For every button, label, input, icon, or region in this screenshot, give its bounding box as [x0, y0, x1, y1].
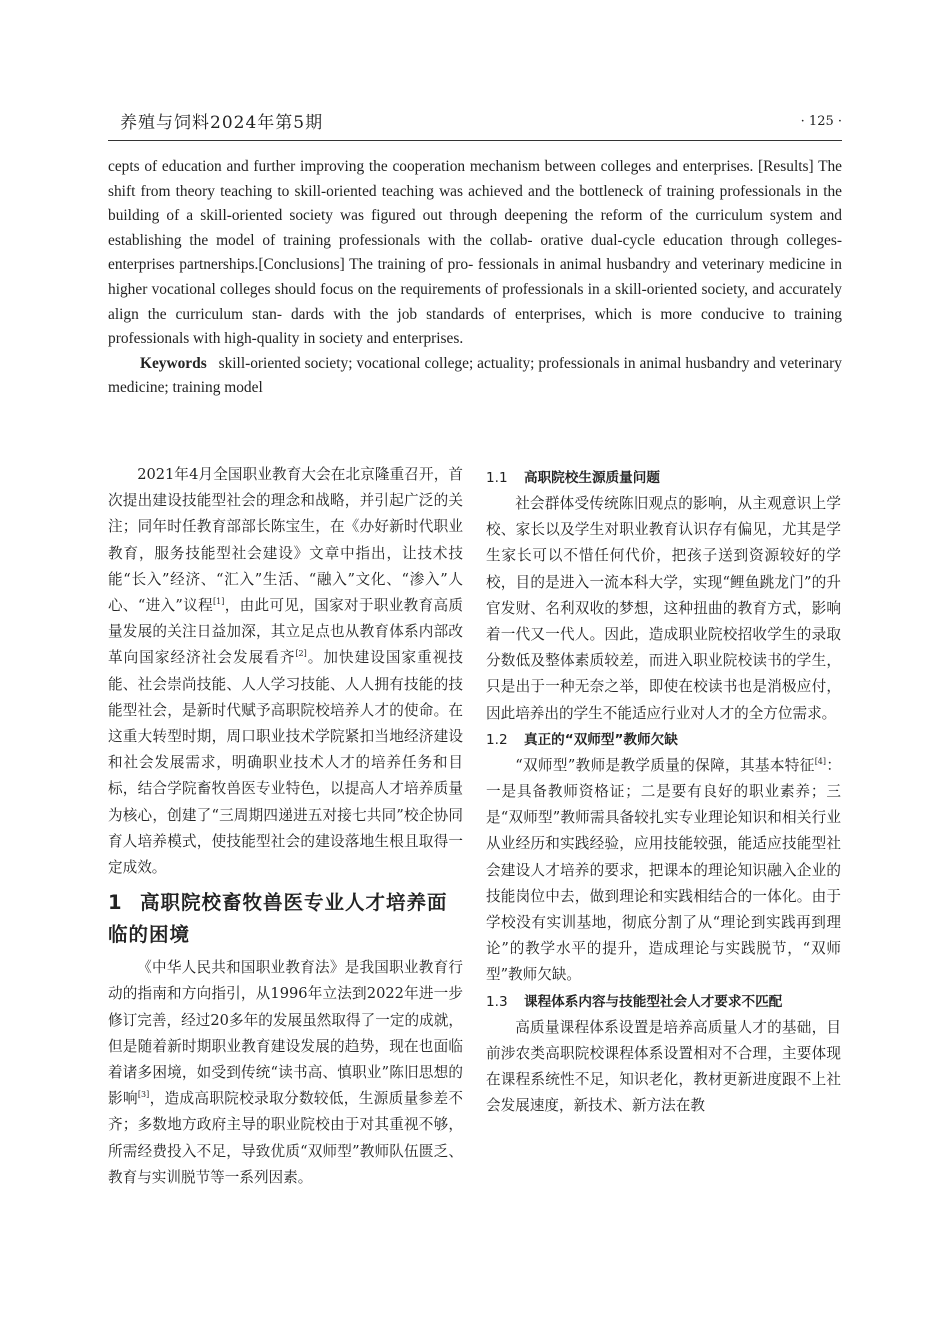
intro-paragraph — [108, 462, 463, 881]
page-number: · 125 · — [800, 114, 842, 129]
section-1-number: 1 — [108, 891, 123, 915]
journal-title: 养殖与饲料2024年第5期 — [120, 113, 324, 133]
header-rule — [108, 140, 842, 141]
keywords-label: Keywords — [140, 354, 207, 372]
subsection-1-3-heading — [486, 989, 841, 1015]
subsection-1-3-title: 课程体系内容与技能型社会人才要求不匹配 — [524, 993, 783, 1010]
intro-text-3: 。加快建设国家重视技能、社会崇尚技能、人人学习技能、人人拥有技能的技能型社会，是新时代赋予高职院校培养人才的使命。在这重大转型时期，周口职业技术学院紧扣当地经济建设和社会发展需求，明确职业技术人才的培养任务和目标，结合学院畜牧兽医专业特色，以提高人才培养质量为核心，创建了“三周期四递进五对接七共同”校企协同育人培养模式，使技能型社会的建设落地生根且取得一定成效。 — [108, 649, 463, 877]
running-header — [108, 108, 842, 138]
subsection-1-1-paragraph: 社会群体受传统陈旧观点的影响，从主观意识上学校、家长以及学生对职业教育认识存有偏见，尤其是学生家长可以不惜任何代价，把孩子送到资源较好的学校，目的是进入一流本科大学，实现“鲤鱼跳龙门”的升官发财、名利双收的梦想，这种扭曲的教育方式，影响着一代又一代人。因此，造成职业院校招收学生的录取分数低及整体素质较差，而进入职业院校读书的学生，只是出于一种无奈之举，即使在校读书也是消极应付，因此培养出的学生不能适应行业对人才的全方位需求。 — [486, 495, 841, 722]
citation-3: [3] — [137, 1090, 150, 1100]
section-1-text-2: ，造成高职院校录取分数较低，生源质量参差不齐；多数地方政府主导的职业院校由于对其重视不够，所需经费投入不足，导致优质“双师型”教师队伍匮乏、教育与实训脱节等一系列因素。 — [108, 1090, 463, 1186]
subsection-1-2-title: 真正的“双师型”教师欠缺 — [524, 731, 678, 748]
subsection-1-2-number: 1.2 — [486, 731, 508, 748]
section-1-text-1: 《中华人民共和国职业教育法》是我国职业教育行动的指南和方向指引，从1996年立法到2022年进一步修订完善，经过20多年的发展虽然取得了一定的成就，但是随着新时期职业教育建设发展的趋势，现在也面临着诸多困境，如受到传统“读书高、慎职业”陈旧思想的影响 — [108, 959, 463, 1108]
citation-2: [2] — [295, 649, 307, 659]
subsection-1-1-heading — [486, 465, 841, 491]
keywords-text: skill-oriented society; vocational college; actuality; professionals in animal husbandry and veterinary medicine; training model — [108, 354, 842, 397]
subsection-1-1-title: 高职院校生源质量问题 — [524, 470, 660, 486]
keywords-line — [108, 352, 842, 401]
subsection-1-3-number: 1.3 — [486, 993, 508, 1010]
intro-text-1: 2021年4月全国职业教育大会在北京隆重召开，首次提出建设技能型社会的理念和战略，并引起广泛的关注；同年时任教育部部长陈宝生，在《办好新时代职业教育，服务技能型社会建设》文章中指出，让技术技能“长入”经济、“汇入”生活、“融入”文化、“渗入”人心、“进入”议程 — [108, 466, 463, 615]
section-1-heading — [108, 887, 463, 951]
citation-4: [4] — [814, 756, 827, 766]
subsection-1-2-heading — [486, 727, 841, 753]
subsection-1-2-paragraph — [486, 753, 841, 989]
citation-1: [1] — [213, 597, 225, 607]
abstract-text: cepts of education and further improving the cooperation mechanism between colleges and enterprises. [Results] The shift from theory teaching to skill-oriented teaching was achieved and the bottleneck of training professionals in the building of a skill-oriented society was figured out through deepening the reform of the curriculum system and establishing the model of training professionals with the collab- orative dual-cycle education through colleges-enterprises partnerships.[Conclusions] The training of pro- fessionals in animal husbandry and veterinary medicine in higher vocational colleges should focus on the requirements of professionals in a skill-oriented society, and accurately align the curriculum stan- dards with the job standards of enterprises, which is more conducive to training professionals with high-quality in society and enterprises. — [108, 158, 842, 348]
subsection-1-1-number: 1.1 — [486, 470, 508, 486]
right-column — [486, 465, 841, 1119]
section-1-title: 高职院校畜牧兽医专业人才培养面临的困境 — [108, 891, 448, 947]
subsection-1-3-paragraph: 高质量课程体系设置是培养高质量人才的基础，目前涉农类高职院校课程体系设置相对不合理，主要体现在课程系统性不足，知识老化，教材更新进度跟不上社会发展速度，新技术、新方法在教 — [486, 1018, 841, 1115]
intro-text-2: ，由此可见，国家对于职业教育高质量发展的关注日益加深，其立足点也从教育体系内部改革向国家经济社会发展看齐 — [108, 597, 463, 667]
left-column — [108, 462, 463, 1191]
section-1-paragraph — [108, 955, 463, 1191]
subsection-1-2-text-2: ：一是具备教师资格证；二是要有良好的职业素养；三是“双师型”教师需具备较扎实专业理论知识和相关行业从业经历和实践经验，应用技能较强，能适应技能型社会建设人才培养的要求，把课本的理论知识融入企业的技能岗位中去，做到理论和实践相结合的一体化。由于学校没有实训基地，彻底分割了从“理论到实践再到理论”的教学水平的提升，造成理论与实践脱节，“双师型”教师欠缺。 — [486, 756, 841, 984]
english-abstract — [108, 155, 842, 401]
subsection-1-2-text-1: “双师型”教师是教学质量的保障，其基本特征 — [515, 756, 815, 774]
